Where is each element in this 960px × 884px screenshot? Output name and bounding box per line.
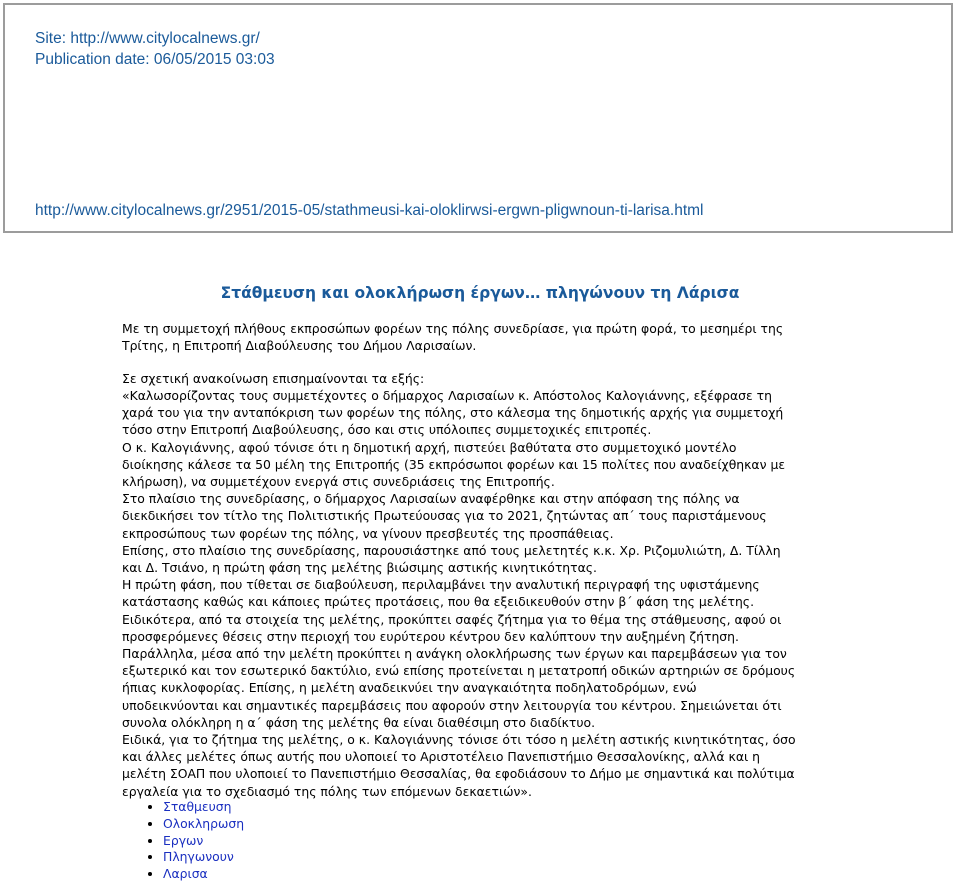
announcement-lead xyxy=(122,370,832,387)
body-line: χαρά του για την ανταπόκριση των φορέων της πόλης, στο κάλεσμα της δημοτικής αρχής για συμμετοχή xyxy=(122,405,784,421)
body-line: μελέτη ΣΟΑΠ που υλοποιεί το Πανεπιστήμιο Θεσσαλίας, θα εφοδιάσουν το Δήμο με σημαντικά και πολύτιμα xyxy=(122,766,795,782)
tag-list xyxy=(143,799,244,883)
article-intro xyxy=(122,320,832,354)
body-line: και άλλες μελέτες όπως αυτής που υλοποιεί το Αριστοτέλειο Πανεπιστήμιο Θεσσαλονίκης, αλλά και η xyxy=(122,749,760,765)
body-line: διοίκησης κάλεσε τα 50 μέλη της Επιτροπής (35 εκπρόσωποι φορέων και 15 πολίτες που αναδείχθηκαν με xyxy=(122,456,786,472)
intro-line: Με τη συμμετοχή πλήθους εκπροσώπων φορέων της πόλης συνεδρίασε, για πρώτη φορά, το μεσημέρι της xyxy=(122,321,784,336)
body-line: υποδεικνύονται και σημαντικές παρεμβάσεις που αφορούν στην λειτουργία του κέντρου. Σημειώνεται ότι xyxy=(122,697,782,713)
body-line: «Καλωσορίζοντας τους συμμετέχοντες ο δήμαρχος Λαρισαίων κ. Απόστολος Καλογιάννης, εξέφρασε τη xyxy=(122,388,772,403)
publication-date: Publication date: 06/05/2015 03:03 xyxy=(35,51,275,68)
tag-link-oloklirosi[interactable]: Ολοκληρωση xyxy=(163,815,245,831)
tag-link-stathmeusi[interactable]: Σταθμευση xyxy=(163,799,232,814)
body-line: συνολα ολόκληρη η α΄ φάση της μελέτης θα είναι διαθέσιμη στο διαδίκτυο. xyxy=(122,714,596,730)
body-line: εξωτερικό και τον εσωτερικό δακτύλιο, ενώ επίσης προτείνεται η μετατροπή οδικών αρτηριών σε δρόμους xyxy=(122,663,796,679)
body-line: κατάστασης καθώς και κάποιες πρώτες προτάσεις, που θα εξειδικευθούν στην β΄ φάση της μελέτης. xyxy=(122,594,755,610)
tag-item xyxy=(163,799,244,816)
article-body xyxy=(122,387,832,800)
body-line: Στο πλαίσιο της συνεδρίασης, ο δήμαρχος Λαρισαίων αναφέρθηκε και στην απόφαση της πόλης να xyxy=(122,491,740,507)
tag-link-ergon[interactable]: Εργων xyxy=(163,832,204,848)
tag-link-larisa[interactable]: Λαρισα xyxy=(163,866,208,882)
body-line: ήπιας κυκλοφορίας. Επίσης, η μελέτη αναδεικνύει την αναγκαιότητα ποδηλατοδρόμων, ενώ xyxy=(122,680,697,696)
tag-item xyxy=(163,866,244,883)
body-line: εκπροσώπους των φορέων της πόλης, να γίνουν πρεσβευτές της προσπάθειας. xyxy=(122,525,614,541)
body-line: Ο κ. Καλογιάννης, αφού τόνισε ότι η δημοτική αρχή, πιστεύει βαθύτατα στο συμμετοχικό μοντέλο xyxy=(122,439,737,455)
body-line: Η πρώτη φάση, που τίθεται σε διαβούλευση, περιλαμβάνει την αναλυτική περιγραφή της υφιστάμενης xyxy=(122,577,760,593)
site-label: Site: http://www.citylocalnews.gr/ xyxy=(35,30,260,47)
body-line: Ειδικά, για το ζήτημα της μελέτης, ο κ. Καλογιάννης τόνισε ότι τόσο η μελέτη αστικής κινητικότητας, όσο xyxy=(122,732,796,748)
body-line: εργαλεία για το σχεδιασμό της πόλης των επόμενων δεκαετιών». xyxy=(122,783,532,799)
body-line: Επίσης, στο πλαίσιο της συνεδρίασης, παρουσιάστηκε από τους μελετητές κ.κ. Χρ. Ριζομυλιώτη, Δ. Τίλλη xyxy=(122,542,781,558)
tag-item xyxy=(163,816,244,833)
tag-item xyxy=(163,849,244,866)
body-line: διεκδικήσει τον τίτλο της Πολιτιστικής Πρωτεύουσας για το 2021, ζητώντας απ΄ τους παριστάμενους xyxy=(122,508,767,524)
tag-link-pligonoun[interactable]: Πληγωνουν xyxy=(163,849,234,865)
announcement-lead-text: Σε σχετική ανακοίνωση επισημαίνονται τα εξής: xyxy=(122,371,425,386)
body-line: Παράλληλα, μέσα από την μελέτη προκύπτει η ανάγκη ολοκλήρωσης των έργων και παρεμβάσεων για τον xyxy=(122,646,787,662)
tag-item xyxy=(163,833,244,850)
intro-line: Τρίτης, η Επιτροπή Διαβούλευσης του Δήμου Λαρισαίων. xyxy=(122,338,477,354)
body-line: τόσο στην Επιτροπή Διαβούλευσης, όσο και στις υπόλοιπες συμμετοχικές επιτροπές. xyxy=(122,422,652,438)
body-line: προσφερόμενες θέσεις στην περιοχή του ευρύτερου κέντρου δεν καλύπτουν την αυξημένη ζήτηση. xyxy=(122,628,739,644)
body-line: κλήρωση), να συμμετέχουν ενεργά στις συνεδριάσεις της Επιτροπής. xyxy=(122,474,555,490)
body-line: και Δ. Τσιάνο, η πρώτη φάση της μελέτης βιώσιμης αστικής κινητικότητας. xyxy=(122,560,597,576)
article-title: Στάθμευση και ολοκλήρωση έργων… πληγώνουν τη Λάρισα xyxy=(220,284,740,302)
body-line: Ειδικότερα, από τα στοιχεία της μελέτης, προκύπτει σαφές ζήτημα για το θέμα της στάθμευσης, αφού οι xyxy=(122,611,782,627)
article-url[interactable]: http://www.citylocalnews.gr/2951/2015-05/stathmeusi-kai-oloklirwsi-ergwn-pligwnoun-ti-larisa.html xyxy=(35,202,704,219)
